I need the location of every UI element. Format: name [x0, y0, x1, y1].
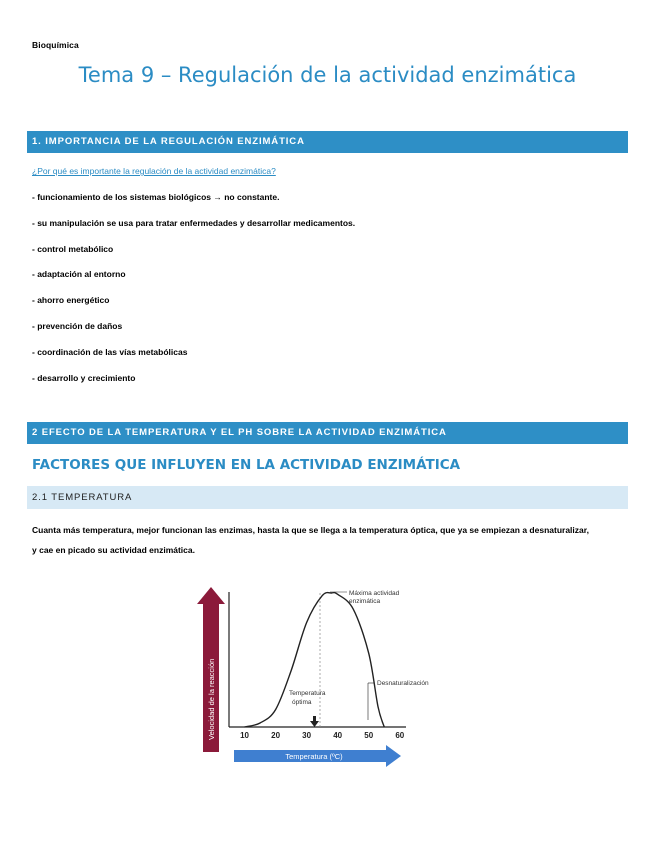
header-label: Bioquímica — [32, 40, 79, 50]
subsection-heading: 2.1 TEMPERATURA — [27, 486, 628, 509]
optimal-annotation-line2: óptima — [292, 699, 312, 706]
document-title: Tema 9 – Regulación de la actividad enzimática — [78, 63, 577, 87]
temperature-paragraph: Cuanta más temperatura, mejor funcionan las enzimas, hasta la que se llega a la temperatura óptica, que ya se empiezan a desnaturalizar, y cae en picado su actividad enzimática. — [32, 525, 589, 555]
optimal-pointer — [310, 716, 319, 727]
max-annotation-line2: enzimática — [349, 598, 381, 605]
temperature-activity-chart — [196, 582, 429, 772]
bullet-item: - su manipulación se usa para tratar enfermedades y desarrollar medicamentos. — [32, 218, 356, 228]
bullet-item: - control metabólico — [32, 244, 114, 254]
activity-curve — [245, 593, 385, 727]
max-annotation-line1: Máxima actividad — [349, 590, 400, 597]
bullet-item: - coordinación de las vías metabólicas — [32, 347, 188, 357]
question-link[interactable]: ¿Por qué es importante la regulación de la actividad enzimática? — [32, 166, 276, 176]
y-axis-label: Velocidad de la reacción — [207, 658, 216, 740]
bullet-item: - prevención de daños — [32, 321, 123, 331]
bullet-item: - desarrollo y crecimiento — [32, 373, 136, 383]
x-tick-label: 10 — [240, 731, 249, 740]
x-tick-label: 50 — [364, 731, 374, 740]
optimal-annotation-line1: Temperatura — [289, 690, 326, 697]
x-tick-label: 20 — [271, 731, 281, 740]
factors-subheading: FACTORES QUE INFLUYEN EN LA ACTIVIDAD ENZIMÁTICA — [32, 457, 461, 473]
x-tick-label: 30 — [302, 731, 312, 740]
section2-heading: 2 EFECTO DE LA TEMPERATURA Y EL PH SOBRE LA ACTIVIDAD ENZIMÁTICA — [27, 422, 628, 444]
section1-heading: 1. IMPORTANCIA DE LA REGULACIÓN ENZIMÁTICA — [27, 131, 628, 153]
x-axis-label: Temperatura (ºC) — [285, 752, 343, 761]
denat-annotation: Desnaturalización — [377, 680, 429, 687]
x-tick-label: 60 — [395, 731, 405, 740]
bullet-item: - ahorro energético — [32, 295, 110, 305]
x-tick-label: 40 — [333, 731, 343, 740]
bullet-item: - funcionamiento de los sistemas biológicos → no constante. — [32, 192, 280, 202]
bullet-item: - adaptación al entorno — [32, 269, 126, 279]
